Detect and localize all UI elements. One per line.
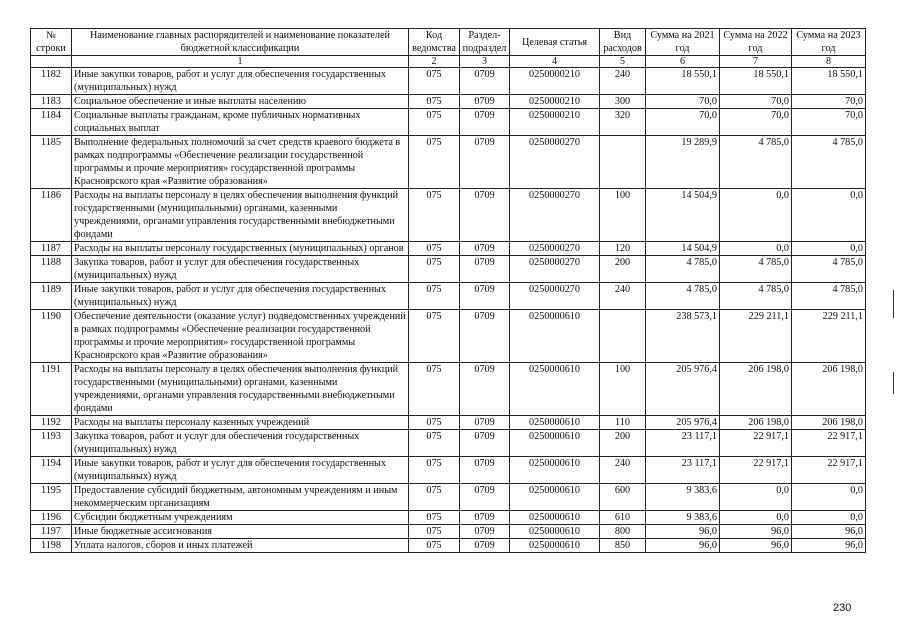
row-expense-type: 850: [600, 539, 646, 553]
row-number: 1193: [31, 430, 72, 457]
row-sum-2021: 14 504,9: [646, 189, 720, 242]
row-dept-code: 075: [409, 136, 460, 189]
row-sum-2021: 18 550,1: [646, 68, 720, 95]
row-number: 1185: [31, 136, 72, 189]
row-sum-2023: 229 211,1: [792, 310, 866, 363]
row-sum-2023: 4 785,0: [792, 283, 866, 310]
row-dept-code: 075: [409, 416, 460, 430]
row-target: 0250000610: [510, 539, 600, 553]
row-dept-code: 075: [409, 525, 460, 539]
row-number: 1187: [31, 242, 72, 256]
row-number: 1182: [31, 68, 72, 95]
table-row: [31, 539, 866, 553]
row-expense-type: [600, 136, 646, 189]
row-sum-2021: 70,0: [646, 109, 720, 136]
row-sum-2021: 96,0: [646, 525, 720, 539]
row-dept-code: 075: [409, 430, 460, 457]
table-row: [31, 363, 866, 416]
header-target: Целевая статья: [510, 29, 600, 56]
row-sum-2023: 0,0: [792, 242, 866, 256]
row-name: Субсидии бюджетным учреждениям: [72, 511, 409, 525]
column-number: 2: [409, 56, 460, 68]
row-sum-2022: 22 917,1: [720, 430, 792, 457]
row-name: Иные закупки товаров, работ и услуг для обеспечения государственных (муниципальных) нужд: [72, 68, 409, 95]
column-number: 7: [720, 56, 792, 68]
row-sum-2021: 9 383,6: [646, 484, 720, 511]
row-expense-type: 110: [600, 416, 646, 430]
row-sum-2021: 9 383,6: [646, 511, 720, 525]
table-row: [31, 310, 866, 363]
table-row: [31, 416, 866, 430]
row-section: 0709: [460, 511, 510, 525]
header-row-no: № строки: [31, 29, 72, 56]
row-sum-2023: 206 198,0: [792, 416, 866, 430]
row-name: Предоставление субсидий бюджетным, автономным учреждениям и иным некоммерческим организациям: [72, 484, 409, 511]
row-expense-type: 200: [600, 430, 646, 457]
row-expense-type: 240: [600, 283, 646, 310]
column-number: 6: [646, 56, 720, 68]
row-name: Иные бюджетные ассигнования: [72, 525, 409, 539]
row-sum-2023: 0,0: [792, 484, 866, 511]
table-row: [31, 283, 866, 310]
column-number: 3: [460, 56, 510, 68]
row-name: Выполнение федеральных полномочий за счет средств краевого бюджета в рамках подпрограммы «Обеспечение реализации государственной программы и прочие мероприятия» государственной программы Красноярского края «Развитие образования»: [72, 136, 409, 189]
row-sum-2021: 96,0: [646, 539, 720, 553]
row-number: 1194: [31, 457, 72, 484]
row-section: 0709: [460, 242, 510, 256]
table-row: [31, 109, 866, 136]
row-dept-code: 075: [409, 511, 460, 525]
row-number: 1197: [31, 525, 72, 539]
row-sum-2022: 229 211,1: [720, 310, 792, 363]
table-row: [31, 511, 866, 525]
row-name: Иные закупки товаров, работ и услуг для обеспечения государственных (муниципальных) нужд: [72, 457, 409, 484]
row-section: 0709: [460, 136, 510, 189]
budget-table: [30, 28, 866, 553]
row-section: 0709: [460, 525, 510, 539]
row-number: 1198: [31, 539, 72, 553]
header-section: Раздел-подраздел: [460, 29, 510, 56]
row-section: 0709: [460, 416, 510, 430]
row-sum-2022: 4 785,0: [720, 256, 792, 283]
table-row: [31, 68, 866, 95]
row-sum-2023: 206 198,0: [792, 363, 866, 416]
row-dept-code: 075: [409, 457, 460, 484]
row-number: 1189: [31, 283, 72, 310]
table-row: [31, 525, 866, 539]
row-target: 0250000610: [510, 363, 600, 416]
row-target: 0250000270: [510, 136, 600, 189]
row-section: 0709: [460, 363, 510, 416]
row-target: 0250000610: [510, 511, 600, 525]
table-row: [31, 242, 866, 256]
row-target: 0250000270: [510, 242, 600, 256]
row-sum-2023: 70,0: [792, 95, 866, 109]
row-sum-2023: 22 917,1: [792, 430, 866, 457]
row-sum-2023: 4 785,0: [792, 256, 866, 283]
row-sum-2022: 206 198,0: [720, 416, 792, 430]
row-sum-2022: 4 785,0: [720, 136, 792, 189]
header-expense-type: Вид расходов: [600, 29, 646, 56]
row-target: 0250000610: [510, 416, 600, 430]
row-dept-code: 075: [409, 109, 460, 136]
row-name: Уплата налогов, сборов и иных платежей: [72, 539, 409, 553]
column-number: [31, 56, 72, 68]
row-name: Обеспечение деятельности (оказание услуг) подведомственных учреждений в рамках подпрограммы «Обеспечение реализации государственной программы и прочие мероприятия» государственной программы Красноярского края «Развитие образования»: [72, 310, 409, 363]
row-target: 0250000210: [510, 95, 600, 109]
row-sum-2022: 22 917,1: [720, 457, 792, 484]
row-target: 0250000610: [510, 484, 600, 511]
row-sum-2021: 4 785,0: [646, 256, 720, 283]
row-expense-type: 100: [600, 363, 646, 416]
row-dept-code: 075: [409, 189, 460, 242]
table-row: [31, 256, 866, 283]
row-target: 0250000610: [510, 310, 600, 363]
row-section: 0709: [460, 95, 510, 109]
row-dept-code: 075: [409, 242, 460, 256]
row-number: 1186: [31, 189, 72, 242]
header-dept-code: Код ведомства: [409, 29, 460, 56]
row-number: 1188: [31, 256, 72, 283]
row-expense-type: 200: [600, 256, 646, 283]
row-dept-code: 075: [409, 256, 460, 283]
row-target: 0250000270: [510, 283, 600, 310]
row-sum-2021: 205 976,4: [646, 416, 720, 430]
row-sum-2022: 96,0: [720, 525, 792, 539]
row-section: 0709: [460, 283, 510, 310]
row-name: Расходы на выплаты персоналу в целях обеспечения выполнения функций государственными (муниципальными) органами, казенными учреждениями, органами управления государственными внебюджетными фондами: [72, 189, 409, 242]
table-row: [31, 189, 866, 242]
row-sum-2021: 205 976,4: [646, 363, 720, 416]
row-target: 0250000270: [510, 256, 600, 283]
column-number: 5: [600, 56, 646, 68]
row-sum-2022: 18 550,1: [720, 68, 792, 95]
page-number: 230: [833, 602, 852, 614]
table-row: [31, 484, 866, 511]
row-expense-type: 100: [600, 189, 646, 242]
row-sum-2022: 0,0: [720, 484, 792, 511]
row-section: 0709: [460, 256, 510, 283]
row-target: 0250000210: [510, 68, 600, 95]
row-sum-2021: 4 785,0: [646, 283, 720, 310]
row-target: 0250000270: [510, 189, 600, 242]
scan-edge-mark: [893, 372, 894, 394]
column-number: 8: [792, 56, 866, 68]
row-dept-code: 075: [409, 310, 460, 363]
scan-edge-mark: [893, 290, 894, 318]
row-sum-2022: 70,0: [720, 95, 792, 109]
header-row: [31, 29, 866, 56]
header-sum-2023: Сумма на 2023 год: [792, 29, 866, 56]
row-expense-type: 600: [600, 484, 646, 511]
row-dept-code: 075: [409, 68, 460, 95]
row-expense-type: 240: [600, 68, 646, 95]
row-number: 1191: [31, 363, 72, 416]
row-name: Закупка товаров, работ и услуг для обеспечения государственных (муниципальных) нужд: [72, 430, 409, 457]
row-sum-2022: 4 785,0: [720, 283, 792, 310]
row-section: 0709: [460, 457, 510, 484]
row-sum-2022: 0,0: [720, 511, 792, 525]
row-expense-type: 120: [600, 242, 646, 256]
row-expense-type: 300: [600, 95, 646, 109]
header-sum-2021: Сумма на 2021 год: [646, 29, 720, 56]
row-target: 0250000210: [510, 109, 600, 136]
row-name: Расходы на выплаты персоналу государственных (муниципальных) органов: [72, 242, 409, 256]
row-target: 0250000610: [510, 457, 600, 484]
table-row: [31, 95, 866, 109]
row-sum-2022: 96,0: [720, 539, 792, 553]
row-section: 0709: [460, 484, 510, 511]
row-sum-2023: 0,0: [792, 511, 866, 525]
row-section: 0709: [460, 68, 510, 95]
row-sum-2023: 0,0: [792, 189, 866, 242]
row-section: 0709: [460, 310, 510, 363]
row-name: Закупка товаров, работ и услуг для обеспечения государственных (муниципальных) нужд: [72, 256, 409, 283]
row-sum-2021: 70,0: [646, 95, 720, 109]
row-dept-code: 075: [409, 95, 460, 109]
row-dept-code: 075: [409, 283, 460, 310]
row-number: 1192: [31, 416, 72, 430]
row-sum-2023: 96,0: [792, 525, 866, 539]
row-target: 0250000610: [510, 430, 600, 457]
table-row: [31, 136, 866, 189]
row-name: Социальные выплаты гражданам, кроме публичных нормативных социальных выплат: [72, 109, 409, 136]
row-expense-type: [600, 310, 646, 363]
row-sum-2022: 0,0: [720, 242, 792, 256]
row-sum-2023: 4 785,0: [792, 136, 866, 189]
row-expense-type: 800: [600, 525, 646, 539]
row-sum-2021: 19 289,9: [646, 136, 720, 189]
row-expense-type: 610: [600, 511, 646, 525]
row-section: 0709: [460, 539, 510, 553]
column-number: 4: [510, 56, 600, 68]
column-number: 1: [72, 56, 409, 68]
row-number: 1195: [31, 484, 72, 511]
table-row: [31, 430, 866, 457]
row-expense-type: 240: [600, 457, 646, 484]
row-number: 1196: [31, 511, 72, 525]
row-name: Социальное обеспечение и иные выплаты населению: [72, 95, 409, 109]
row-dept-code: 075: [409, 539, 460, 553]
row-target: 0250000610: [510, 525, 600, 539]
row-sum-2022: 206 198,0: [720, 363, 792, 416]
row-name: Иные закупки товаров, работ и услуг для обеспечения государственных (муниципальных) нужд: [72, 283, 409, 310]
row-dept-code: 075: [409, 484, 460, 511]
row-dept-code: 075: [409, 363, 460, 416]
column-number-row: [31, 56, 866, 68]
row-section: 0709: [460, 109, 510, 136]
row-number: 1184: [31, 109, 72, 136]
row-sum-2021: 14 504,9: [646, 242, 720, 256]
row-sum-2022: 70,0: [720, 109, 792, 136]
header-sum-2022: Сумма на 2022 год: [720, 29, 792, 56]
row-sum-2023: 70,0: [792, 109, 866, 136]
row-number: 1183: [31, 95, 72, 109]
row-sum-2022: 0,0: [720, 189, 792, 242]
row-sum-2023: 18 550,1: [792, 68, 866, 95]
row-number: 1190: [31, 310, 72, 363]
row-sum-2023: 22 917,1: [792, 457, 866, 484]
table-row: [31, 457, 866, 484]
header-name: Наименование главных распорядителей и наименование показателей бюджетной классификации: [72, 29, 409, 56]
row-sum-2021: 238 573,1: [646, 310, 720, 363]
table-body: [31, 68, 866, 553]
row-name: Расходы на выплаты персоналу в целях обеспечения выполнения функций государственными (муниципальными) органами, казенными учреждениями, органами управления государственными внебюджетными фондами: [72, 363, 409, 416]
row-expense-type: 320: [600, 109, 646, 136]
row-sum-2021: 23 117,1: [646, 430, 720, 457]
row-section: 0709: [460, 189, 510, 242]
row-name: Расходы на выплаты персоналу казенных учреждений: [72, 416, 409, 430]
row-section: 0709: [460, 430, 510, 457]
row-sum-2021: 23 117,1: [646, 457, 720, 484]
row-sum-2023: 96,0: [792, 539, 866, 553]
